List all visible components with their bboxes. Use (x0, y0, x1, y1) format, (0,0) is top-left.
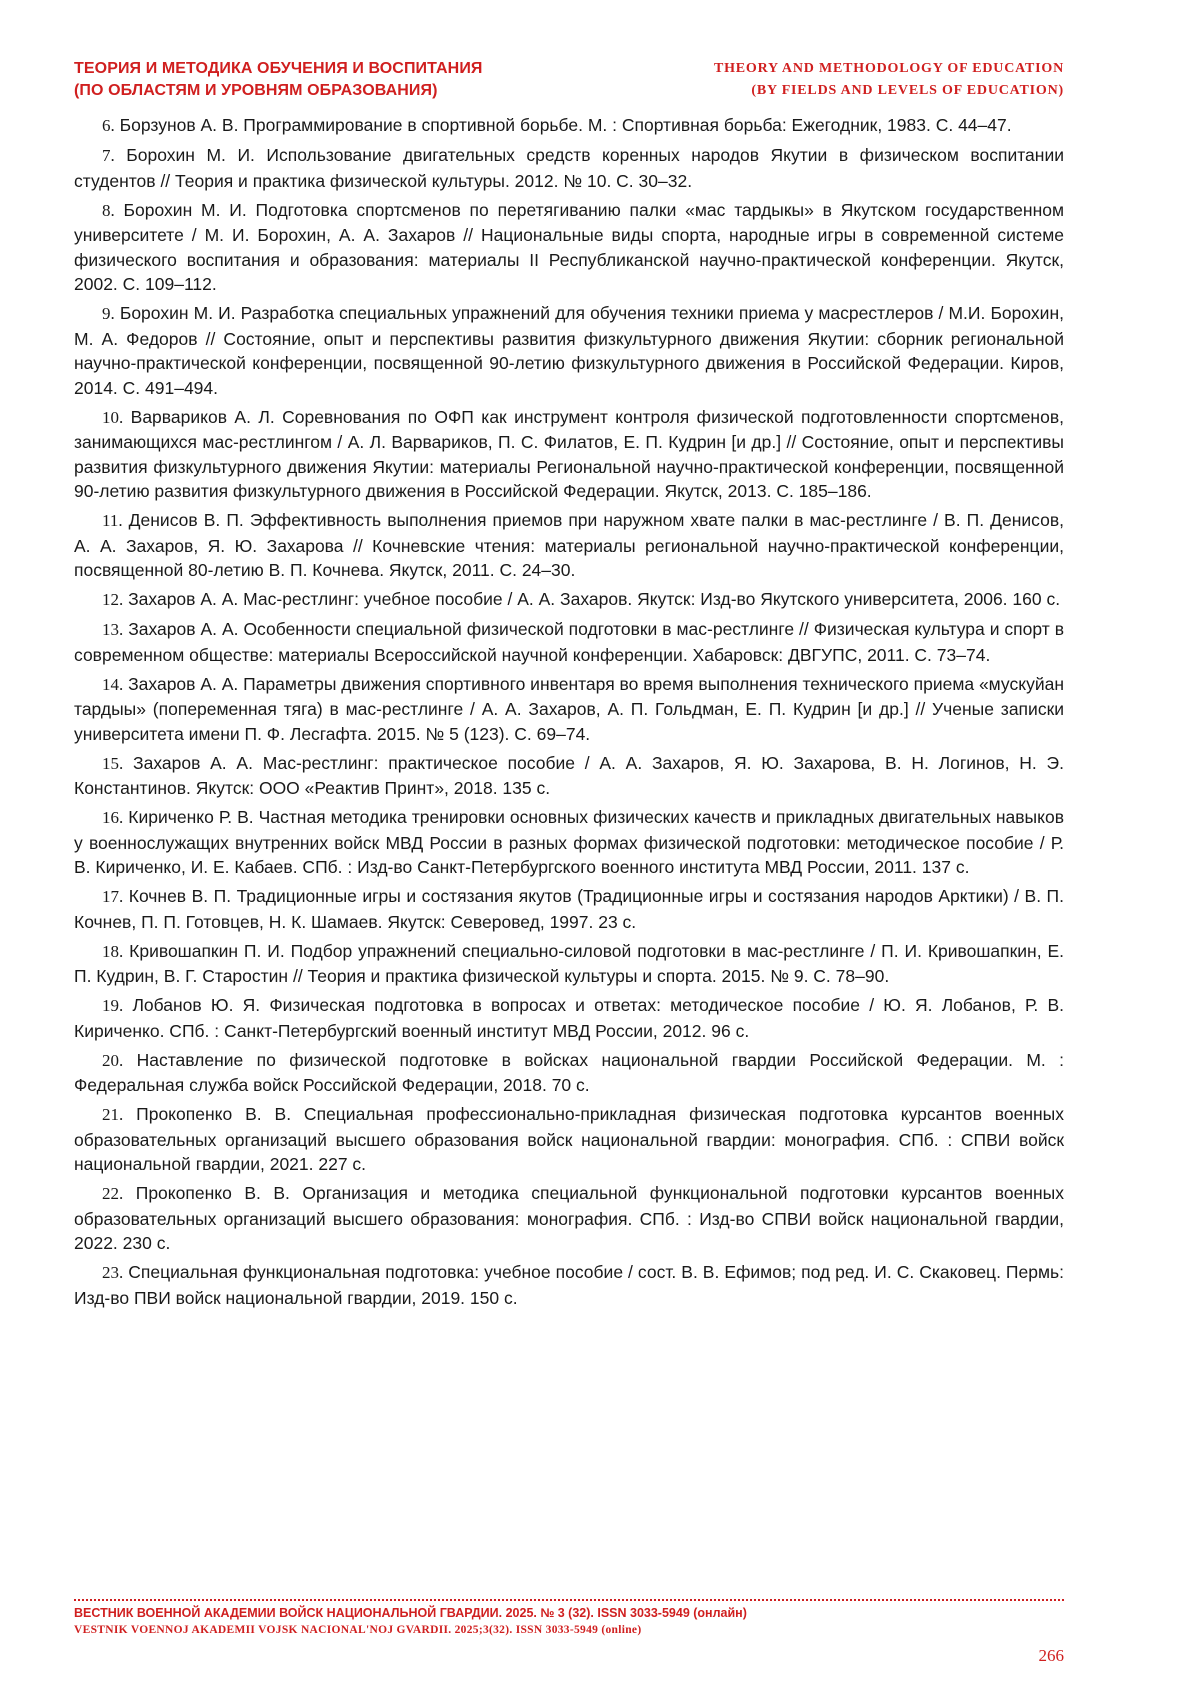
reference-number: 6. (102, 116, 115, 135)
reference-number: 21. (102, 1105, 124, 1124)
reference-text: Кириченко Р. В. Частная методика тренировки основных физических качеств и прикладных двигательных навыков у военнослужащих внутренних войск МВД России в разных формах физической подготовки: методическое пособие / Р. В. Кириченко, И. Е. Кабаев. СПб. : Изд-во Санкт-Петербургского военного института МВД России, 2011. 137 с. (74, 807, 1064, 877)
reference-number: 18. (102, 941, 124, 961)
reference-text: Захаров А. А. Мас-рестлинг: учебное пособие / А. А. Захаров. Якутск: Изд-во Якутского университета, 2006. 160 с. (123, 589, 1061, 609)
reference-number: 8. (102, 200, 115, 220)
reference-text: Прокопенко В. В. Специальная профессионально-прикладная физическая подготовка курсантов военных образовательных организаций высшего образования войск национальной гвардии: монография. СПб. : СПВИ войск национальной гвардии, 2021. 227 с. (74, 1104, 1064, 1174)
reference-item (74, 113, 1064, 139)
reference-item (74, 884, 1064, 934)
header-title-en (714, 58, 1064, 102)
header-en-line-1: THEORY AND METHODOLOGY OF EDUCATION (713, 61, 1064, 76)
reference-item (74, 1048, 1064, 1098)
reference-item (74, 1102, 1064, 1177)
reference-list (74, 113, 1064, 1315)
reference-item (74, 672, 1064, 747)
header-ru-line-2: (ПО ОБЛАСТЯМ И УРОВНЯМ ОБРАЗОВАНИЯ) (74, 82, 438, 99)
reference-number: 13. (102, 620, 124, 639)
reference-number: 11. (102, 511, 123, 530)
reference-number: 23. (102, 1263, 124, 1282)
reference-number: 20. (102, 1050, 124, 1070)
reference-text: Наставление по физической подготовке в войсках национальной гвардии Российской Федерации. М. : Федеральная служба войск Российской Федерации, 2018. 70 с. (74, 1049, 1064, 1095)
reference-item (74, 1181, 1064, 1256)
reference-text: Лобанов Ю. Я. Физическая подготовка в вопросах и ответах: методическое пособие / Ю. Я. Лобанов, Р. В. Кириченко. СПб. : Санкт-Петербургский военный институт МВД России, 2012. 96 с. (74, 995, 1064, 1041)
reference-text: Борохин М. И. Подготовка спортсменов по перетягиванию палки «мас тардыкы» в Якутском государственном университете / М. И. Борохин, А. А. Захаров // Национальные виды спорта, народные игры в современной системе физического воспитания и образования: материалы II Республиканской научно-практической конференции. Якутск, 2002. С. 109–112. (74, 199, 1064, 294)
header-ru-line-1: ТЕОРИЯ И МЕТОДИКА ОБУЧЕНИЯ И ВОСПИТАНИЯ (74, 60, 483, 77)
reference-text: Захаров А. А. Мас-рестлинг: практическое пособие / А. А. Захаров, Я. Ю. Захарова, В. Н. Логинов, Н. Э. Константинов. Якутск: ООО «Реактив Принт», 2018. 135 с. (74, 752, 1064, 798)
reference-text: Захаров А. А. Параметры движения спортивного инвентаря во время выполнения технического приема «мускуйан тардыы» (попеременная тяга) в мас-рестлинге / А. А. Захаров, А. П. Гольдман, Е. П. Кудрин [и др.] // Ученые записки университета имени П. Ф. Лесгафта. 2015. № 5 (123). С. 69–74. (74, 673, 1064, 744)
reference-text: Прокопенко В. В. Организация и методика специальной функциональной подготовки курсантов военных образовательных организаций высшего образования: монография. СПб. : Изд-во СПВИ войск национальной гвардии, 2022. 230 с. (74, 1183, 1064, 1253)
reference-number: 17. (102, 887, 124, 906)
reference-text: Денисов В. П. Эффективность выполнения приемов при наружном хвате палки в мас-рестлинге / В. П. Денисов, А. А. Захаров, Я. Ю. Захарова // Кочневские чтения: материалы региональной научно-практической конференции, посвященной 80-летию В. П. Кочнева. Якутск, 2011. С. 24–30. (74, 510, 1064, 580)
reference-number: 9. (102, 304, 115, 323)
reference-text: Кривошапкин П. И. Подбор упражнений специально-силовой подготовки в мас-рестлинге / П. И. Кривошапкин, Е. П. Кудрин, В. Г. Старостин // Теория и практика физической культуры и спорта. 2015. № 9. С. 78–90. (74, 940, 1064, 986)
reference-text: Варвариков А. Л. Соревнования по ОФП как инструмент контроля физической подготовленности спортсменов, занимающихся мас-рестлингом / А. Л. Варвариков, П. С. Филатов, Е. П. Кудрин [и др.] // Состояние, опыт и перспективы развития физкультурного движения Якутии: материалы Региональной научно-практической конференции, посвященной 90-летию развития физкультурного движения в Российской Федерации. Якутск, 2013. С. 185–186. (74, 406, 1064, 501)
reference-number: 16. (102, 808, 124, 827)
header-en-line-2: (BY FIELDS AND LEVELS OF EDUCATION) (751, 83, 1064, 98)
reference-item (74, 508, 1064, 583)
footer-divider (74, 1599, 1064, 1601)
header-title-ru (74, 58, 483, 102)
reference-text: Борзунов А. В. Программирование в спортивной борьбе. М. : Спортивная борьба: Ежегодник, 1983. С. 44–47. (114, 115, 1012, 135)
reference-number: 7. (102, 146, 115, 165)
reference-item (74, 617, 1064, 667)
reference-number: 14. (102, 674, 124, 694)
reference-number: 19. (102, 996, 124, 1015)
reference-number: 22. (102, 1184, 124, 1203)
footer-citation-en: VESTNIK VOENNOJ AKADEMII VOJSK NACIONAL'NOJ GVARDII. 2025;3(32). ISSN 3033-5949 (online) (74, 1624, 642, 1636)
reference-item (74, 805, 1064, 880)
reference-item (74, 751, 1064, 801)
reference-item (74, 143, 1064, 193)
footer-citation-ru: ВЕСТНИК ВОЕННОЙ АКАДЕМИИ ВОЙСК НАЦИОНАЛЬНОЙ ГВАРДИИ. 2025. № 3 (32). ISSN 3033-5949 (онлайн) (74, 1606, 747, 1620)
reference-number: 15. (102, 753, 124, 773)
reference-item (74, 1260, 1064, 1310)
page-number: 266 (1038, 1646, 1064, 1665)
reference-item (74, 587, 1064, 613)
reference-number: 10. (102, 407, 124, 427)
reference-item (74, 301, 1064, 400)
reference-item (74, 198, 1064, 297)
reference-number: 12. (102, 590, 124, 609)
reference-text: Захаров А. А. Особенности специальной физической подготовки в мас-рестлинге // Физическая культура и спорт в современном обществе: материалы Всероссийской научной конференции. Хабаровск: ДВГУПС, 2011. С. 73–74. (74, 619, 1064, 665)
running-header (74, 58, 1064, 106)
reference-text: Борохин М. И. Разработка специальных упражнений для обучения техники приема у масрестлеров / М.И. Борохин, М. А. Федоров // Состояние, опыт и перспективы развития физкультурного движения Якутии: сборник региональной научно-практической конференции, посвященной 90-летию физкультурного движения в Российской Федерации. Киров, 2014. С. 491–494. (74, 303, 1064, 398)
reference-item (74, 939, 1064, 989)
journal-footer (74, 1604, 1064, 1638)
reference-text: Кочнев В. П. Традиционные игры и состязания якутов (Традиционные игры и состязания народов Арктики) / В. П. Кочнев, П. П. Готовцев, Н. К. Шамаев. Якутск: Северовед, 1997. 23 с. (74, 886, 1064, 932)
reference-text: Борохин М. И. Использование двигательных средств коренных народов Якутии в физическом воспитании студентов // Теория и практика физической культуры. 2012. № 10. С. 30–32. (74, 145, 1064, 191)
reference-text: Специальная функциональная подготовка: учебное пособие / сост. В. В. Ефимов; под ред. И. С. Скаковец. Пермь: Изд-во ПВИ войск национальной гвардии, 2019. 150 с. (74, 1262, 1064, 1308)
reference-item (74, 405, 1064, 504)
reference-item (74, 993, 1064, 1043)
